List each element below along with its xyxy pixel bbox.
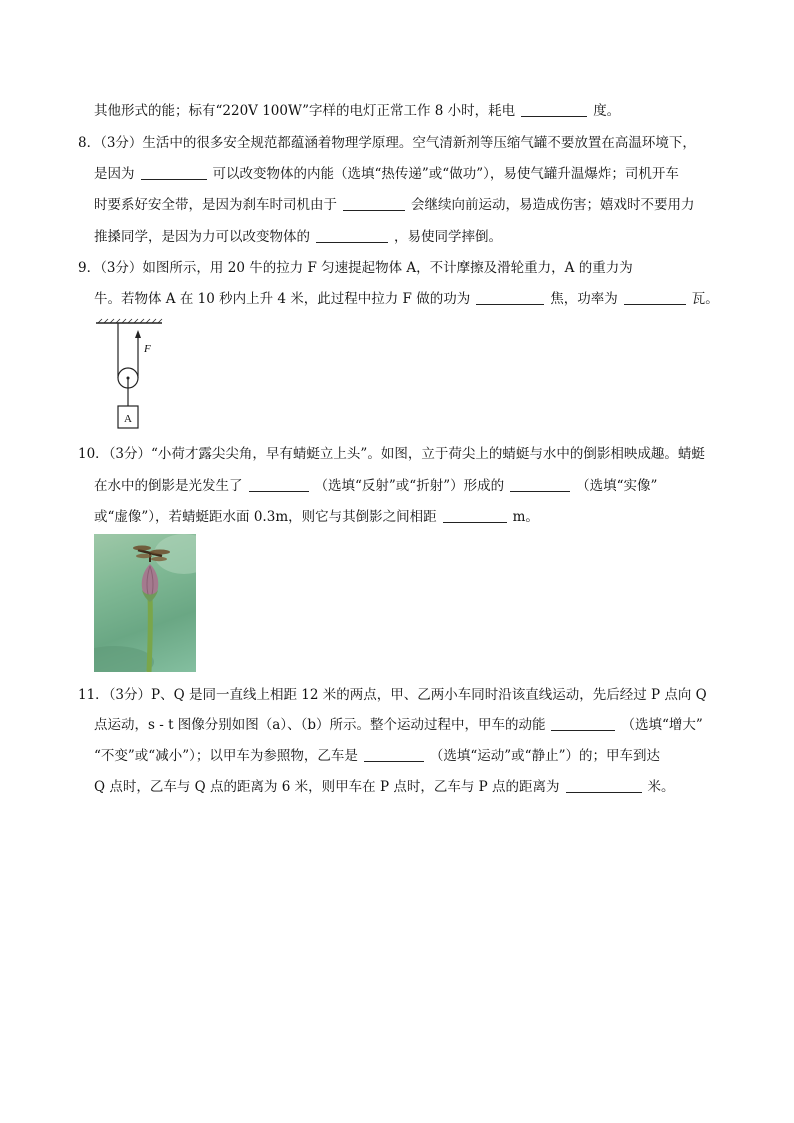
answer-blank[interactable] [343,196,405,211]
answer-blank[interactable] [551,716,615,731]
block-label: A [124,413,132,425]
pulley-diagram [94,318,164,433]
answer-blank[interactable] [443,508,507,523]
q11-line-3: “不变”或“减小”）；以甲车为参照物，乙车是 （选填“运动”或“静止”）的；甲车到达 [94,748,660,764]
q8-line-2: 是因为 可以改变物体的内能（选填“热传递”或“做功”），易使气罐升温爆炸；司机开车 [94,166,679,182]
q10-line-1: 10．（3分）“小荷才露尖尖角，早有蜻蜓立上头”。如图，立于荷尖上的蜻蜓与水中的倒影相映成趣。蜻蜓 [78,446,705,462]
q8-line-4: 推搡同学，是因为力可以改变物体的 ，易使同学摔倒。 [94,229,502,245]
force-label: F [144,343,151,355]
question-number: 11． [78,687,109,703]
q8-line-3: 时要系好安全带，是因为刹车时司机由于 会继续向前运动，易造成伤害；嬉戏时不要用力 [94,197,695,213]
q11-line-2: 点运动，s - t 图像分别如图（a）、（b）所示。整个运动过程中，甲车的动能 （选填“增大” [94,717,703,733]
q10-line-2: 在水中的倒影是光发生了 （选填“反射”或“折射”）形成的 （选填“实像” [94,478,658,494]
q8-line-1: 8．（3分）生活中的很多安全规范都蕴涵着物理学原理。空气清新剂等压缩气罐不要放置在高温环境下， [78,135,696,151]
answer-blank[interactable] [510,477,570,492]
answer-blank[interactable] [141,165,207,180]
q11-line-4: Q 点时，乙车与 Q 点的距离为 6 米，则甲车在 P 点时，乙车与 P 点的距离为 米。 [94,779,675,795]
question-number: 9． [78,260,101,276]
answer-blank[interactable] [249,477,309,492]
answer-blank[interactable] [624,290,686,305]
q9-line-2: 牛。若物体 A 在 10 秒内上升 4 米，此过程中拉力 F 做的功为 焦，功率为 瓦。 [94,291,719,307]
question-number: 8． [78,135,101,151]
answer-blank[interactable] [364,747,424,762]
answer-blank[interactable] [521,102,587,117]
answer-blank[interactable] [566,778,642,793]
q11-line-1: 11．（3分）P、Q 是同一直线上相距 12 米的两点，甲、乙两小车同时沿该直线运动，先后经过 P 点向 Q [78,687,707,703]
q10-line-3: 或“虚像”），若蜻蜓距水面 0.3m，则它与其倒影之间相距 m。 [94,509,539,525]
q9-line-1: 9．（3分）如图所示，用 20 牛的拉力 F 匀速提起物体 A，不计摩擦及滑轮重力，A 的重力为 [78,260,633,276]
answer-blank[interactable] [476,290,544,305]
lotus-dragonfly-photo [94,534,196,672]
question-number: 10． [78,446,109,462]
answer-blank[interactable] [316,228,388,243]
q7-line-1: 其他形式的能；标有“220V 100W”字样的电灯正常工作 8 小时，耗电 度。 [94,103,621,119]
